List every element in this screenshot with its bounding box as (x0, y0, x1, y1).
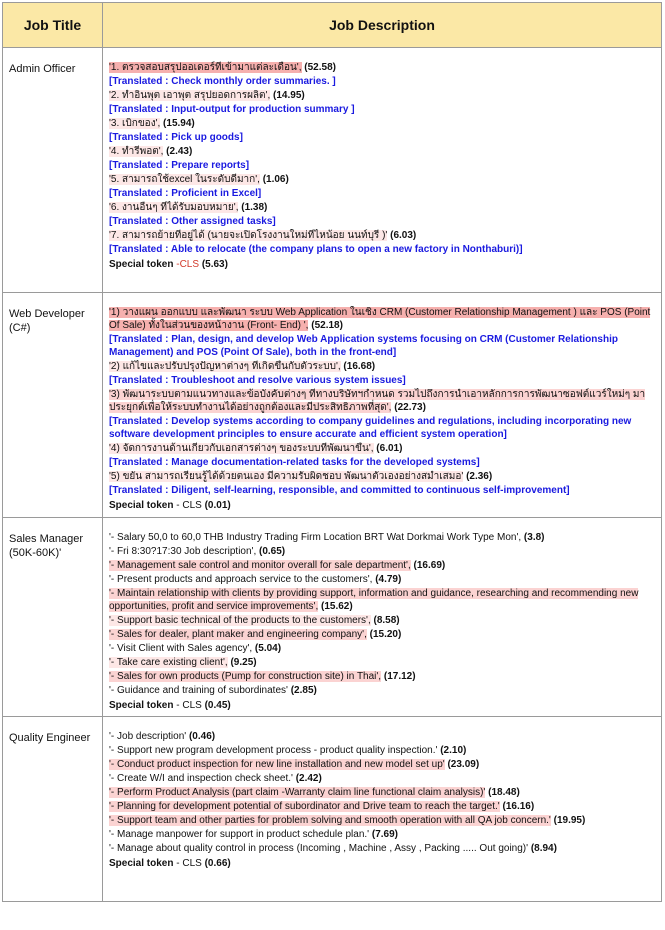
translated-line (109, 415, 655, 441)
attention-score: (2.43) (166, 146, 193, 157)
description-line (109, 173, 655, 186)
special-token-label: Special token (109, 500, 174, 511)
description-text: '6. งานอื่นๆ ที่ได้รับมอบหมาย', (109, 202, 239, 213)
translated-line (109, 131, 655, 144)
translated-text: [Translated : Pick up goods] (109, 132, 243, 143)
header-job-title: Job Title (3, 3, 103, 48)
description-line (109, 814, 655, 827)
attention-score: (15.20) (369, 628, 402, 640)
description-text: '- Support team and other parties for problem solving and smooth operation with all QA job concern.' (109, 815, 551, 826)
special-token-line (109, 499, 655, 512)
special-token-line (109, 258, 655, 271)
special-token-line (109, 857, 655, 870)
translated-text: [Translated : Check monthly order summaries. ] (109, 76, 336, 87)
description-text: '- Present products and approach service to the customers', (109, 573, 373, 585)
translated-text: [Translated : Plan, design, and develop Web Application systems focusing on CRM (Customer Relationship Management) and POS (Point Of Sale), both in the front-end] (109, 334, 618, 358)
attention-score: (2.10) (440, 745, 467, 756)
description-text: '- Job description' (109, 731, 187, 742)
attention-score: (52.58) (304, 62, 336, 73)
description-text: '- Manage about quality control in process (Incoming , Machine , Assy , Packing ..... Out going)' (109, 843, 529, 854)
special-token-score: (5.63) (201, 259, 228, 270)
description-line (109, 628, 655, 641)
description-line (109, 89, 655, 102)
description-text: '3) พัฒนาระบบตามแนวทางและข้อบังคับต่างๆ ที่ทางบริษัทฯกำหนด รวมไปถึงการนำเอาหลักการการพัฒนาซอฟต์แวร์ใหม่ๆ มาประยุกต์เพื่อให้ระบบทำงานได้อย่างถูกต้องและมีประสิทธิภาพที่สุด', (109, 389, 646, 413)
translated-line (109, 333, 655, 359)
special-token-label: Special token (109, 699, 174, 711)
description-text: '1) วางแผน ออกแบบ และพัฒนา ระบบ Web Application ในเชิง CRM (Customer Relationship Management ) และ POS (Point Of Sale) ทั้งในส่วนของหน้างาน (Front- End) ', (109, 307, 651, 331)
attention-score: (16.69) (413, 559, 446, 571)
attention-score: (2.42) (295, 773, 322, 784)
translated-line (109, 484, 655, 497)
attention-score: (15.62) (321, 600, 353, 612)
attention-score: (7.69) (371, 829, 398, 840)
attention-score: (52.18) (311, 320, 343, 331)
description-line (109, 800, 655, 813)
translated-text: [Translated : Troubleshoot and resolve various system issues] (109, 375, 406, 386)
description-text: '- Create W/I and inspection check sheet.' (109, 773, 293, 784)
job-description-cell (103, 48, 662, 293)
description-line (109, 828, 655, 841)
attention-score: (19.95) (553, 815, 586, 826)
translated-text: [Translated : Other assigned tasks] (109, 216, 276, 227)
special-token-value: - CLS (176, 858, 202, 869)
description-text: '5. สามารถใช้excel ในระดับดีมาก', (109, 174, 260, 185)
attention-score: (4.79) (375, 573, 402, 585)
description-line (109, 201, 655, 214)
job-title-cell: Web Developer (C#) (3, 293, 103, 518)
special-token-value: - CLS (176, 500, 202, 511)
description-line (109, 614, 655, 627)
description-line (109, 388, 655, 414)
table-header-row (3, 3, 662, 48)
description-line (109, 730, 655, 743)
description-line (109, 306, 655, 332)
translated-text: [Translated : Prepare reports] (109, 160, 250, 171)
translated-text: [Translated : Able to relocate (the company plans to open a new factory in Nonthaburi)] (109, 244, 523, 255)
job-description-cell (103, 517, 662, 717)
job-title-cell: Quality Engineer (3, 717, 103, 902)
attention-score: (3.8) (523, 531, 545, 543)
attention-score: (5.04) (254, 642, 282, 654)
attention-score: (6.03) (390, 230, 417, 241)
attention-score: (9.25) (230, 656, 257, 668)
table-row (3, 717, 662, 902)
description-line (109, 470, 655, 483)
attention-score: (14.95) (273, 90, 305, 101)
description-line (109, 145, 655, 158)
description-line (109, 842, 655, 855)
job-title-cell: Admin Officer (3, 48, 103, 293)
attention-score: (1.06) (262, 174, 289, 185)
translated-line (109, 103, 655, 116)
description-text: '- Perform Product Analysis (part claim -Warranty claim line functional claim analysis)' (109, 787, 486, 798)
attention-score: (23.09) (447, 759, 480, 770)
description-line (109, 656, 655, 669)
translated-text: [Translated : Manage documentation-related tasks for the developed systems] (109, 457, 480, 468)
description-text: '- Planning for development potential of subordinator and Drive team to reach the target.' (109, 801, 500, 812)
special-token-label: Special token (109, 259, 174, 270)
description-line (109, 772, 655, 785)
description-line (109, 642, 655, 655)
description-text: '- Management sale control and monitor overall for sale department', (109, 559, 411, 571)
translated-text: [Translated : Diligent, self-learning, responsible, and committed to continuous self-improvement] (109, 485, 570, 496)
job-title-cell: Sales Manager (50K-60K)' (3, 517, 103, 717)
description-text: '- Support new program development process - product quality inspection.' (109, 745, 438, 756)
description-line (109, 573, 655, 586)
description-text: '4) จัดการงานด้านเกี่ยวกับเอกสารต่างๆ ของระบบที่พัฒนาขึ้น', (109, 443, 374, 454)
description-text: '- Manage manpower for support in product schedule plan.' (109, 829, 370, 840)
description-line (109, 545, 655, 558)
description-text: '3. เบิกของ', (109, 118, 161, 129)
translated-line (109, 75, 655, 88)
job-description-cell (103, 293, 662, 518)
attention-score: (1.38) (241, 202, 268, 213)
description-text: '- Sales for own products (Pump for construction site) in Thai', (109, 670, 382, 682)
attention-score: (15.94) (163, 118, 195, 129)
description-text: '- Guidance and training of subordinates' (109, 684, 288, 696)
attention-score: (22.73) (394, 402, 426, 413)
table-row (3, 293, 662, 518)
description-text: '- Conduct product inspection for new line installation and new model set up' (109, 759, 445, 770)
special-token-label: Special token (109, 858, 174, 869)
description-line (109, 758, 655, 771)
description-line (109, 531, 655, 544)
translated-text: [Translated : Proficient in Excel] (109, 188, 262, 199)
translated-line (109, 159, 655, 172)
description-text: '- Maintain relationship with clients by providing support, information and guidance, researching and recommending new opportunities, profit and service improvements', (109, 587, 639, 612)
attention-score: (16.68) (343, 361, 376, 372)
job-description-cell (103, 717, 662, 902)
attention-score: (8.94) (530, 843, 557, 854)
attention-score: (0.65) (259, 545, 286, 557)
description-text: '2. ทำอินพุต เอาพุต สรุปยอดการผลิต', (109, 90, 271, 101)
description-text: '1. ตรวจสอบสรุปออเดอร์ที่เข้ามาแต่ละเดือน', (109, 62, 302, 73)
description-line (109, 684, 655, 697)
attention-score: (6.01) (376, 443, 403, 454)
description-text: '- Salary 50,0 to 60,0 THB Industry Trading Firm Location BRT Wat Dorkmai Work Type Mon', (109, 531, 522, 543)
description-line (109, 442, 655, 455)
description-text: '5) ขยัน สามารถเรียนรู้ได้ด้วยตนเอง มีความรับผิดชอบ พัฒนาตัวเองอย่างสม่ำเสมอ' (109, 471, 464, 482)
special-token-value: - CLS (176, 699, 202, 711)
special-token-score: (0.66) (204, 858, 231, 869)
translated-line (109, 456, 655, 469)
attention-score: (2.36) (466, 471, 493, 482)
attention-score: (8.58) (373, 614, 400, 626)
description-text: '- Take care existing client', (109, 656, 228, 668)
attention-score: (16.16) (502, 801, 535, 812)
description-line (109, 670, 655, 683)
special-token-score: (0.01) (204, 500, 231, 511)
special-token-line (109, 699, 655, 712)
description-line (109, 587, 655, 613)
special-token-score: (0.45) (204, 699, 231, 711)
special-token-value: -CLS (176, 259, 200, 270)
description-text: '- Support basic technical of the products to the customers', (109, 614, 371, 626)
header-job-description: Job Description (103, 3, 662, 48)
description-text: '4. ทำรีพอต', (109, 146, 164, 157)
description-text: '- Fri 8:30?17:30 Job description', (109, 545, 257, 557)
description-text: '7. สามารถย้ายที่อยู่ได้ (นายจะเปิดโรงงานใหม่ที่ไหน้อย นนท์บุรี )' (109, 230, 388, 241)
attention-score: (17.12) (383, 670, 416, 682)
translated-line (109, 374, 655, 387)
description-text: '2) แก้ไขและปรับปรุงปัญหาต่างๆ ที่เกิดขึ้นกับตัวระบบ', (109, 361, 341, 372)
description-text: '- Visit Client with Sales agency', (109, 642, 253, 654)
description-line (109, 117, 655, 130)
translated-line (109, 215, 655, 228)
description-line (109, 360, 655, 373)
description-text: '- Sales for dealer, plant maker and engineering company', (109, 628, 367, 640)
description-line (109, 559, 655, 572)
attention-score: (18.48) (488, 787, 520, 798)
job-description-table (2, 2, 662, 902)
description-line (109, 229, 655, 242)
table-row (3, 517, 662, 717)
attention-score: (0.46) (188, 731, 216, 742)
translated-text: [Translated : Input-output for production summary ] (109, 104, 355, 115)
translated-line (109, 243, 655, 256)
table-body (3, 48, 662, 902)
description-line (109, 786, 655, 799)
translated-text: [Translated : Develop systems according to company guidelines and regulations, including incorporating new software development principles to ensure accurate and efficient system operation] (109, 416, 632, 440)
description-line (109, 744, 655, 757)
translated-line (109, 187, 655, 200)
attention-score: (2.85) (290, 684, 317, 696)
description-line (109, 61, 655, 74)
table-row (3, 48, 662, 293)
